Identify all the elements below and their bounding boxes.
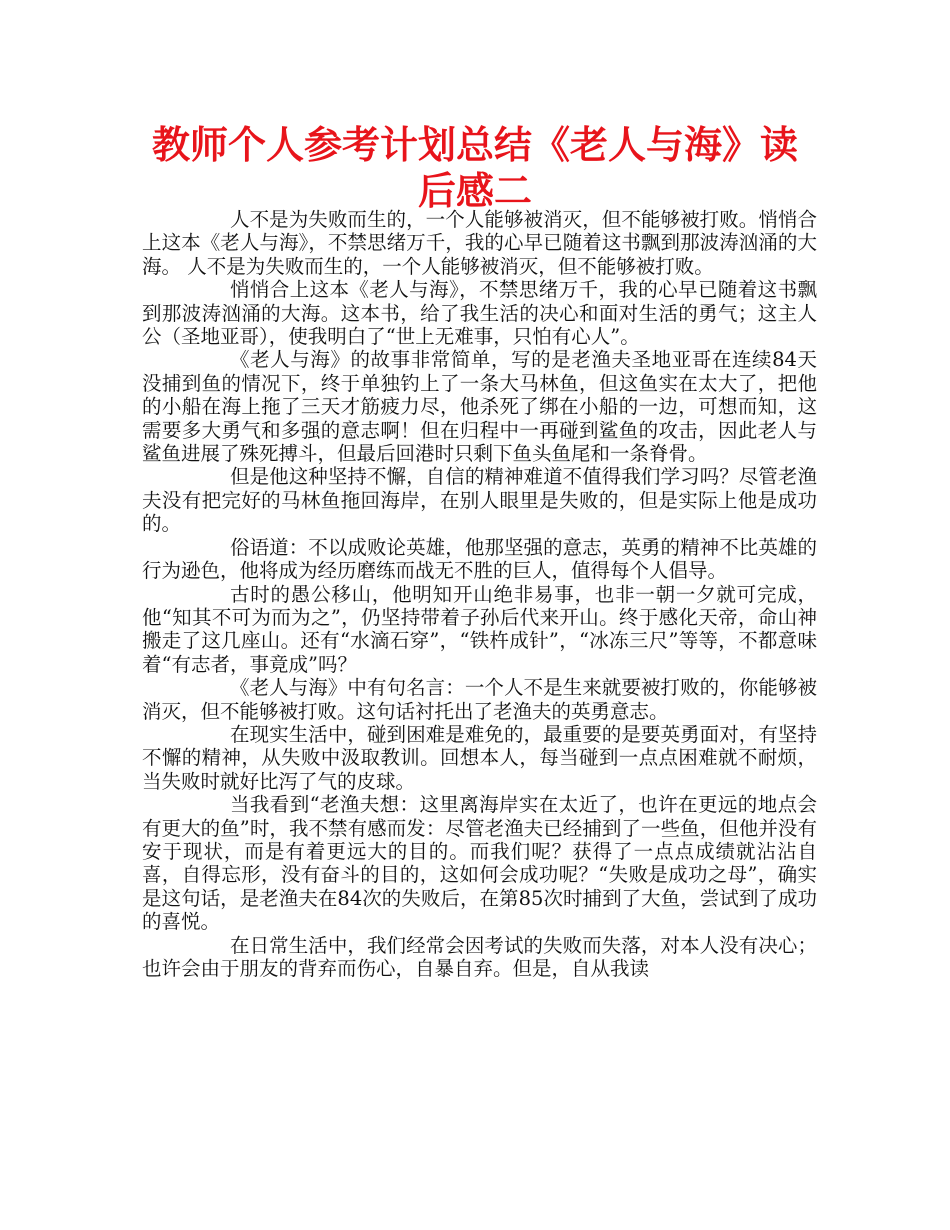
paragraph: 《老人与海》的故事非常简单，写的是老渔夫圣地亚哥在连续84天没捕到鱼的情况下，终于单独钓上了一条大马林鱼，但这鱼实在太大了，把他的小船在海上拖了三天才筋疲力尽，他杀死了绑在小船的一边，可想而知，这需要多大勇气和多强的意志啊！但在归程中一再碰到鲨鱼的攻击，因此老人与鲨鱼进展了殊死搏斗，但最后回港时只剩下鱼头鱼尾和一条脊骨。 [142, 348, 817, 466]
paragraph: 人不是为失败而生的，一个人能够被消灭，但不能够被打败。悄悄合上这本《老人与海》，不禁思绪万千，我的心早已随着这书飘到那波涛汹涌的大海。 人不是为失败而生的，一个人能够被消灭，但不能够被打败。 [142, 208, 817, 278]
paragraph: 悄悄合上这本《老人与海》，不禁思绪万千，我的心早已随着这书飘到那波涛汹涌的大海。这本书，给了我生活的决心和面对生活的勇气；这主人公（圣地亚哥），使我明白了“世上无难事，只怕有心人”。 [142, 278, 817, 349]
paragraph: 在现实生活中，碰到困难是难免的，最重要的是要英勇面对，有坚持不懈的精神，从失败中汲取教训。回想本人，每当碰到一点点困难就不耐烦，当失败时就好比泻了气的皮球。 [142, 722, 817, 793]
paragraph: 在日常生活中，我们经常会因考试的失败而失落，对本人没有决心；也许会由于朋友的背弃而伤心，自暴自弃。但是，自从我读 [142, 933, 817, 980]
paragraph: 俗语道：不以成败论英雄，他那坚强的意志，英勇的精神不比英雄的行为逊色，他将成为经历磨练而战无不胜的巨人，值得每个人倡导。 [142, 535, 817, 583]
paragraph: 但是他这种坚持不懈，自信的精神难道不值得我们学习吗？尽管老渔夫没有把完好的马林鱼拖回海岸，在别人眼里是失败的，但是实际上他是成功的。 [142, 465, 817, 536]
paragraph: 古时的愚公移山，他明知开山绝非易事，也非一朝一夕就可完成，他“知其不可为而为之”，仍坚持带着子孙后代来开山。终于感化天帝，命山神搬走了这几座山。还有“水滴石穿”，“铁杵成针”，“冰冻三尺”等等，不都意味着“有志者，事竟成”吗？ [142, 582, 817, 676]
paragraph: 《老人与海》中有句名言：一个人不是生来就要被打败的，你能够被消灭，但不能够被打败。这句话衬托出了老渔夫的英勇意志。 [142, 676, 817, 723]
document-title: 教师个人参考计划总结《老人与海》读后感二 [151, 123, 798, 213]
document-body [142, 208, 817, 980]
paragraph: 当我看到“老渔夫想：这里离海岸实在太近了，也许在更远的地点会有更大的鱼”时，我不禁有感而发：尽管老渔夫已经捕到了一些鱼，但他并没有安于现状，而是有着更远大的目的。而我们呢？获得了一点点成绩就沾沾自喜，自得忘形，没有奋斗的目的，这如何会成功呢？“失败是成功之母”，确实是这句话，是老渔夫在84次的失败后，在第85次时捕到了大鱼，尝试到了成功的喜悦。 [142, 793, 817, 934]
